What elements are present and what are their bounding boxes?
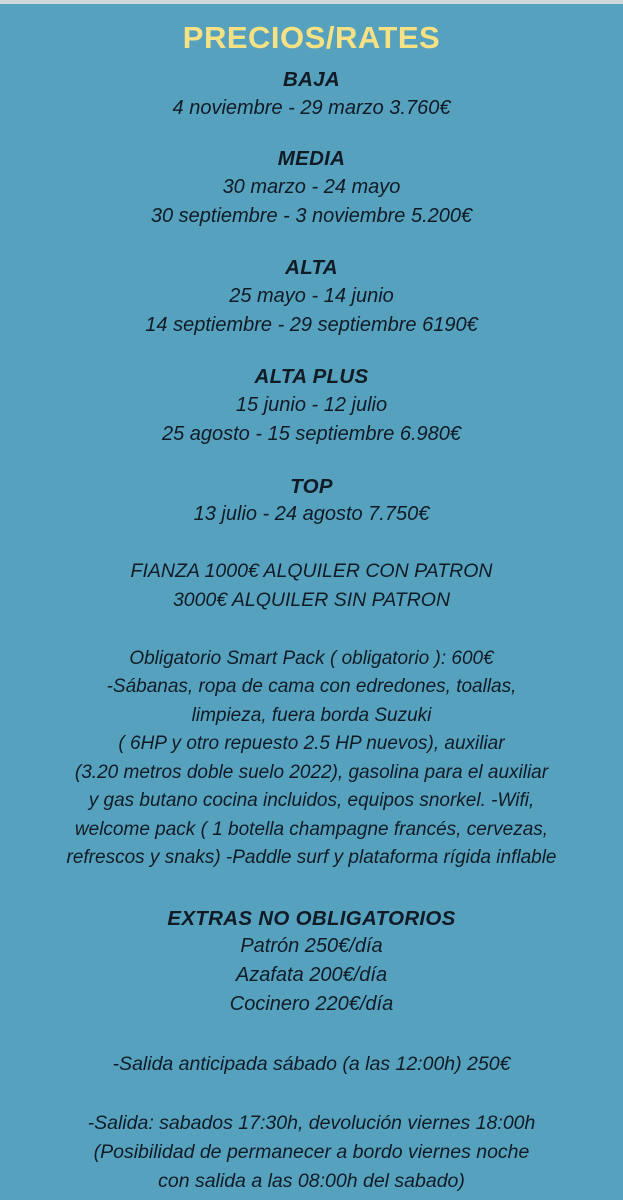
smart-pack-line-3: ( 6HP y otro repuesto 2.5 HP nuevos), auxiliar bbox=[118, 733, 505, 755]
early-departure-block bbox=[12, 1050, 611, 1079]
season-block-baja bbox=[12, 66, 611, 122]
season-line-top-0: 13 julio - 24 agosto 7.750€ bbox=[193, 503, 430, 526]
season-line-alta-plus-0: 15 junio - 12 julio bbox=[235, 393, 388, 416]
season-line-media-0: 30 marzo - 24 mayo bbox=[222, 175, 401, 198]
departure-return-line-0: -Salida: sabados 17:30h, devolución viernes 18:00h bbox=[87, 1111, 536, 1134]
season-line-media-1: 30 septiembre - 3 noviembre 5.200€ bbox=[150, 204, 473, 227]
season-line-alta-1: 14 septiembre - 29 septiembre 6190€ bbox=[145, 313, 478, 336]
season-line-alta-0: 25 mayo - 14 junio bbox=[229, 284, 394, 307]
smart-pack-line-7: refrescos y snaks) -Paddle surf y plataforma rígida inflable bbox=[66, 847, 557, 869]
season-block-top bbox=[12, 473, 611, 529]
smart-pack-line-2: limpieza, fuera borda Suzuki bbox=[191, 704, 432, 726]
page-title: PRECIOS/RATES bbox=[182, 20, 441, 55]
departure-return-line-2: con salida a las 08:00h del sabado) bbox=[158, 1169, 465, 1192]
season-name-baja: BAJA bbox=[282, 68, 340, 92]
departure-return-line-1: (Posibilidad de permanecer a bordo viernes noche bbox=[93, 1140, 530, 1163]
smart-pack-block bbox=[12, 645, 611, 873]
optional-extras-line-0: Patrón 250€/día bbox=[240, 935, 383, 957]
season-block-alta bbox=[12, 254, 611, 339]
deposit-line-1: 3000€ ALQUILER SIN PATRON bbox=[172, 588, 451, 611]
smart-pack-line-5: y gas butano cocina incluidos, equipos snorkel. -Wifi, bbox=[88, 790, 535, 812]
season-block-alta-plus bbox=[12, 363, 611, 448]
smart-pack-line-6: welcome pack ( 1 botella champagne francés, cervezas, bbox=[74, 818, 549, 840]
season-name-alta: ALTA bbox=[285, 256, 338, 280]
season-line-alta-plus-1: 25 agosto - 15 septiembre 6.980€ bbox=[161, 422, 462, 445]
departure-return-block bbox=[12, 1109, 611, 1196]
season-block-media bbox=[12, 145, 611, 230]
smart-pack-line-0: Obligatorio Smart Pack ( obligatorio ): 600€ bbox=[129, 647, 494, 669]
early-departure-line-0: -Salida anticipada sábado (a las 12:00h) 250€ bbox=[112, 1053, 511, 1075]
season-line-baja-0: 4 noviembre - 29 marzo 3.760€ bbox=[172, 96, 451, 119]
deposit-line-0: FIANZA 1000€ ALQUILER CON PATRON bbox=[130, 559, 493, 582]
optional-extras-block bbox=[12, 905, 611, 1019]
optional-extras-line-2: Cocinero 220€/día bbox=[229, 993, 394, 1015]
season-name-media: MEDIA bbox=[277, 147, 346, 171]
season-name-top: TOP bbox=[290, 474, 333, 498]
smart-pack-line-1: -Sábanas, ropa de cama con edredones, toallas, bbox=[106, 676, 517, 698]
deposit-block bbox=[12, 557, 611, 615]
poster-content bbox=[0, 4, 623, 1200]
smart-pack-line-4: (3.20 metros doble suelo 2022), gasolina para el auxiliar bbox=[74, 761, 549, 783]
season-name-alta-plus: ALTA PLUS bbox=[254, 365, 369, 389]
optional-extras-line-1: Azafata 200€/día bbox=[235, 964, 388, 986]
optional-extras-heading: EXTRAS NO OBLIGATORIOS bbox=[167, 906, 456, 930]
